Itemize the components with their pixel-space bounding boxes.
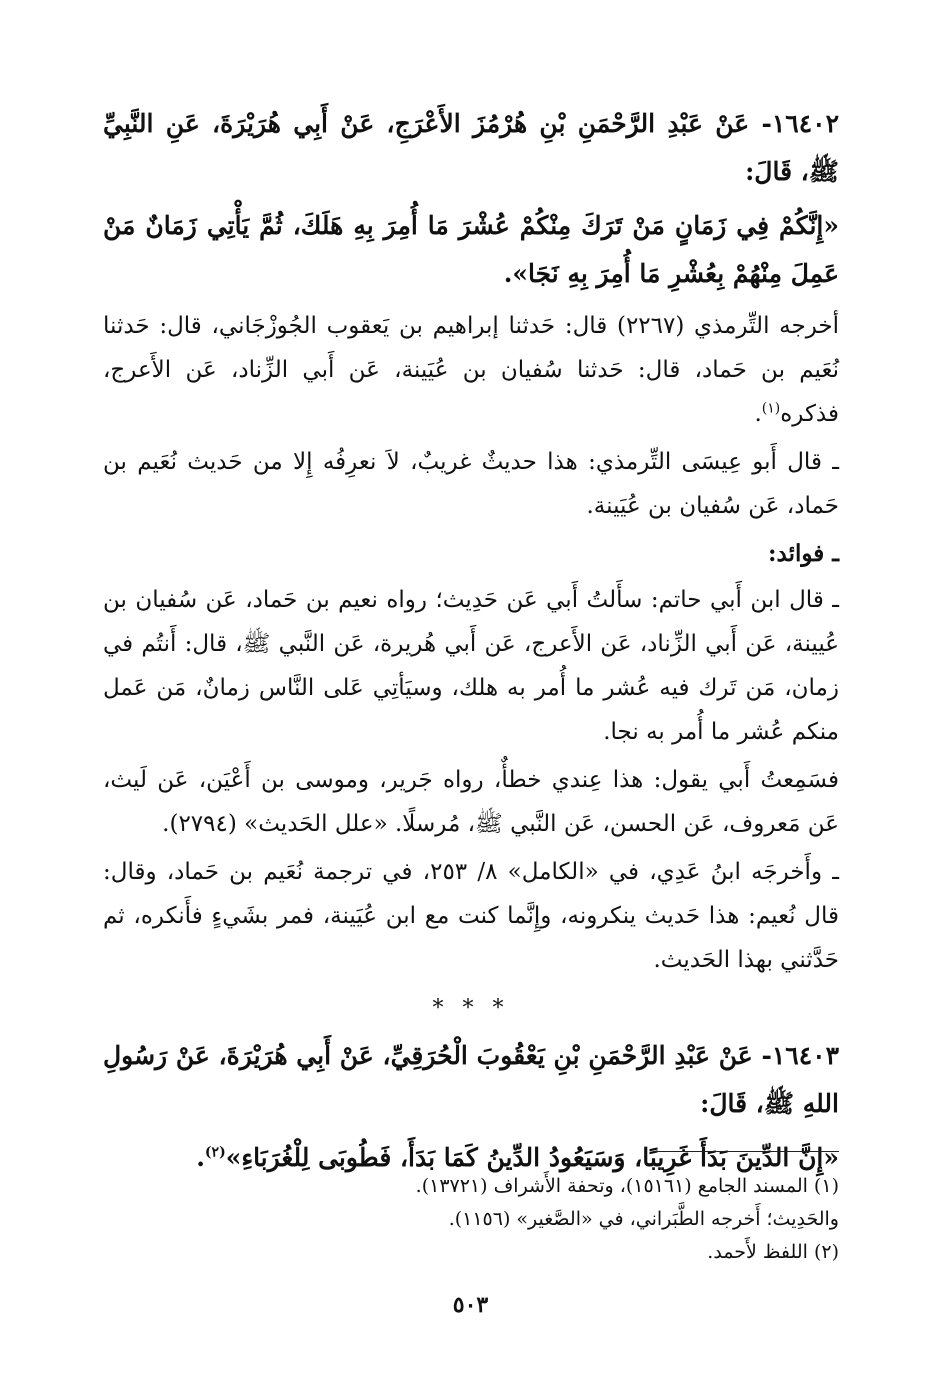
footnote-1: (١) المسند الجامع (١٥١٦١)، وتحفة الأَشراف (١٣٧٢١). (415, 1175, 839, 1197)
matn-text: «إِنَّ الدِّينَ بَدَأَ غَرِيبًا، وَسَيَعُودُ الدِّينُ كَمَا بَدَأَ، فَطُوبَى لِلْغُرَبَاءِ» (225, 1143, 839, 1172)
hadith-1402-header: ١٦٤٠٢- عَنْ عَبْدِ الرَّحْمَنِ بْنِ هُرْمُزَ الأَعْرَجِ، عَنْ أَبِي هُرَيْرَةَ، عَنِ النَّبِيِّ ﷺ، قَالَ: (103, 109, 839, 186)
fawaid-paragraph-2: فسَمِعتُ أَبي يقول: هذا عِندي خطأٌ، رواه جَرير، وموسى بن أَعْيَن، عَن لَيث، عَن مَعروف، عَن الحسن، عَن النَّبي ﷺ، مُرسلًا. «علل الحَديث» (٢٧٩٤). (103, 767, 839, 837)
tirmidhi-comment: ـ قال أَبو عِيسَى التِّرمذي: هذا حديثٌ غريبٌ، لاَ نعرِفُه إِلا من حَديث نُعَيم بن حَماد، عَن سُفيان بن عُيَينة. (103, 449, 839, 519)
hadith-1403-header: ١٦٤٠٣- عَنْ عَبْدِ الرَّحْمَنِ بْنِ يَعْقُوبَ الْحُرَقِيِّ، عَنْ أَبِي هُرَيْرَةَ، عَنْ رَسُولِ اللهِ ﷺ، قَالَ: (103, 1041, 839, 1118)
page-number: ٥٠٣ (452, 1292, 489, 1318)
footnote-1-continued: والحَدِيث؛ أَخرجه الطَّبَراني، في «الصَّغير» (١١٥٦). (448, 1208, 839, 1230)
fawaid-heading: ـ فوائد: (768, 540, 839, 567)
section-separator: * * * (432, 996, 510, 1021)
fawaid-paragraph-3: ـ وأَخرجَه ابنُ عَدِي، في «الكامل» ٨/ ٢٥٣، في ترجمة نُعَيم بن حَماد، وقال: قال نُعيم: هذا حَديث ينكرونه، وإِنَّما كنت مع ابن عُيَينة، فمر بشَيءٍ فأَنكره، ثم حَدَّثني بهذا الحَديث. (103, 859, 839, 973)
footnote-2: (٢) اللفظ لأَحمد. (707, 1241, 839, 1263)
takhrij-text: أخرجه التِّرمذي (٢٢٦٧) قال: حَدثنا إبراهيم بن يَعقوب الجُوزْجَاني، قال: حَدثنا نُعَيم بن حَماد، قال: حَدثنا سُفيان بن عُيَينة، عَن أَبي الزِّناد، عَن الأَعرج، فذكره (103, 313, 839, 427)
hadith-1402-matn: «إِنَّكُمْ فِي زَمَانٍ مَنْ تَرَكَ مِنْكُمْ عُشْرَ مَا أُمِرَ بِهِ هَلَكَ، ثُمَّ يَأْتِي زَمَانٌ مَنْ عَمِلَ مِنْهُمْ بِعُشْرِ مَا أُمِرَ بِهِ نَجَا». (103, 211, 839, 288)
footnote-marker-2[interactable]: (٢) (204, 1144, 226, 1161)
footnote-marker-1[interactable]: (١) (761, 400, 781, 417)
footnote-divider (653, 1151, 839, 1152)
hadith-1402-takhrij: أخرجه التِّرمذي (٢٢٦٧) قال: حَدثنا إبراهيم بن يَعقوب الجُوزْجَاني، قال: حَدثنا نُعَيم بن حَماد، قال: حَدثنا سُفيان بن عُيَينة، عَن أَبي الزِّناد، عَن الأَعرج، فذكره$^{(١)}$. (103, 313, 839, 427)
footnotes (103, 1170, 839, 1269)
fawaid-paragraph-1: ـ قال ابن أَبي حاتم: سأَلتُ أَبي عَن حَدِيث؛ رواه نعيم بن حَماد، عَن سُفيان بن عُيينة، عَن أَبي الزِّناد، عَن الأَعرج، عَن أَبي هُريرة، عَن النَّبي ﷺ، قال: أَنتُم في زمان، مَن تَرك فيه عُشر ما أُمر به هلك، وسيَأتِي عَلى النَّاس زمانٌ، مَن عَمل منكم عُشر ما أُمر به نجا. (103, 587, 839, 745)
hadith-1403-matn: «إِنَّ الدِّينَ بَدَأَ غَرِيبًا، وَسَيَعُودُ الدِّينُ كَمَا بَدَأَ، فَطُوبَى لِلْغُرَبَاءِ»$^{(٢)}$. (196, 1143, 839, 1172)
